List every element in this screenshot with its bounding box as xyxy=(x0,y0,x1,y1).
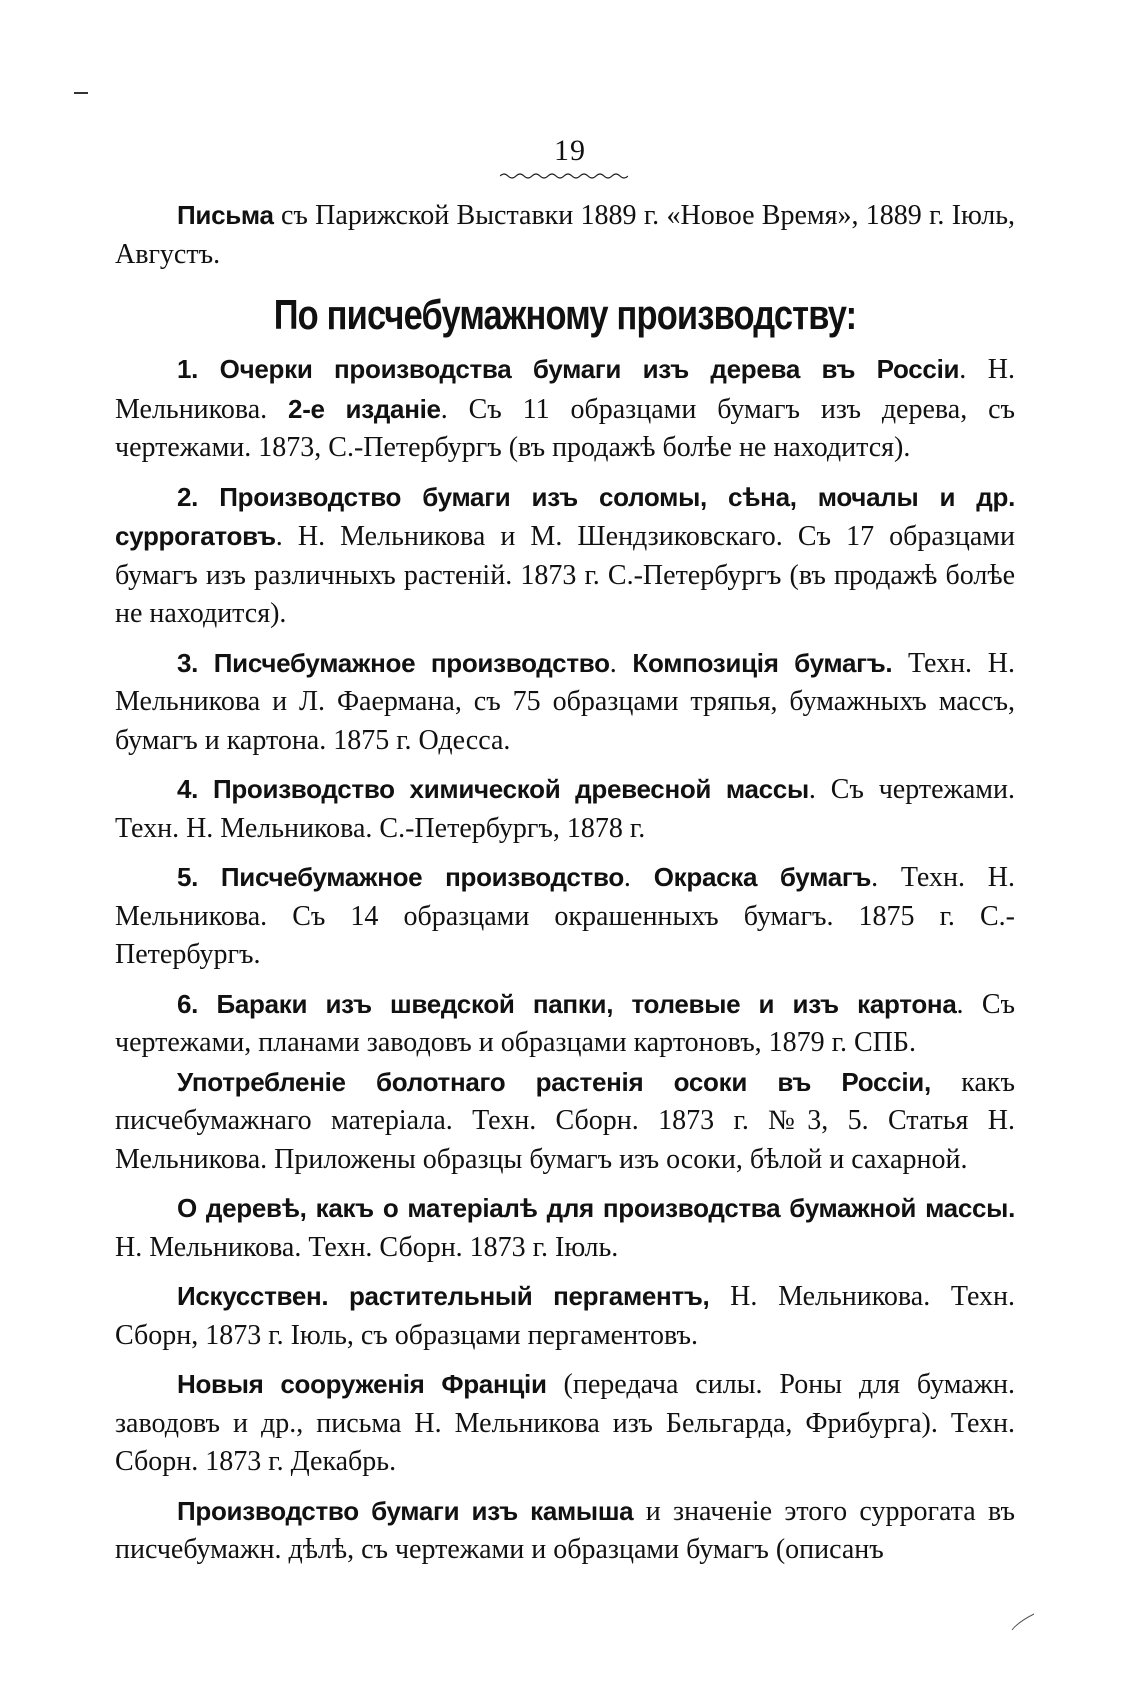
entry-text: Н. Мельникова. Техн. Сборн. 1873 г. Іюль. xyxy=(115,1231,619,1263)
entry-title: Очерки производства бумаги изъ дерева въ Россіи xyxy=(219,354,960,384)
entry-10 xyxy=(115,1365,1015,1482)
entry-2 xyxy=(115,478,1015,634)
page-number: 19 xyxy=(554,134,586,167)
entry-title: Производство бумаги изъ камыша xyxy=(177,1495,634,1526)
entry-number: 5. xyxy=(177,862,199,892)
entry-4 xyxy=(115,770,1015,848)
entry-title: Искусствен. растительный пергаментъ, xyxy=(177,1281,710,1311)
entry-text: какъ писчебумажнаго матеріала. Техн. Сборн. 1873 г. №3, 5. Статья Н. Мельникова. Приложены образцы бумагъ изъ осоки, бѣлой и сахарной. xyxy=(115,1066,1015,1175)
entry-subtitle: Окраска бумагъ xyxy=(653,862,872,892)
entry-title: Писчебумажное производство xyxy=(213,647,610,678)
entry-1 xyxy=(115,350,1015,468)
entry-text: Техн. Н. Мельникова и Л. Фаермана, съ 75 образцами тряпья, бумажныхъ массъ, бумагъ и картона. 1875 г. Одесса. xyxy=(115,647,1015,756)
entry-title: Бараки изъ шведской папки, толевые и изъ картона xyxy=(216,988,957,1019)
entry-subtitle: 2-е изданіе xyxy=(288,393,441,424)
intro-text: съ Парижской Выставки 1889 г. «Новое Время», 1889 г. Іюль, Августъ. xyxy=(115,200,1015,270)
entry-text: и значеніе этого суррогата въ писчебумажн. дѣлѣ, съ чертежами и образцами бумагъ (описанъ xyxy=(115,1495,1016,1565)
entry-text: . Н. Мельникова. xyxy=(115,354,1015,425)
entry-text: . xyxy=(609,647,633,679)
entry-text: (передача силы. Роны для бумажн. заводовъ и др., письма Н. Мельникова изъ Бельгарда, Фрибурга). Техн. Сборн. 1873 г. Декабрь. xyxy=(115,1369,1015,1477)
entry-number: 2. xyxy=(177,481,199,512)
entry-8 xyxy=(115,1189,1015,1267)
entry-text: . Съ 11 образцами бумагъ изъ дерева, съ чертежами. 1873, С.-Петербургъ (въ продажѣ болѣе не находится). xyxy=(115,393,1015,463)
entry-7 xyxy=(115,1063,1015,1180)
entry-5 xyxy=(115,858,1015,975)
entry-title: Писчебумажное производство xyxy=(220,862,624,892)
entry-text: . Техн. Н. Мельникова. Съ 14 образцами окрашенныхъ бумагъ. 1875 г. С.-Петербургъ. xyxy=(115,862,1015,970)
ornament-wavy-rule xyxy=(500,172,628,180)
entry-text: . Н. Мельникова и М. Шендзиковскаго. Съ 17 образцами бумагъ изъ различныхъ растеній. 1873 г. С.-Петербургъ (въ продажѣ болѣе не находится). xyxy=(115,521,1015,629)
entry-text: . Съ чертежами. Техн. Н. Мельникова. С.-Петербургъ, 1878 г. xyxy=(115,774,1016,844)
entry-number: 4. xyxy=(177,774,199,804)
entry-text: Н. Мельникова. Техн. Сборн, 1873 г. Іюль, съ образцами пергаментовъ. xyxy=(115,1281,1015,1351)
entry-6 xyxy=(115,985,1015,1063)
entry-title: Употребленіе болотнаго растенія осоки въ Россіи, xyxy=(177,1066,931,1097)
entry-11 xyxy=(115,1492,1015,1570)
entry-text: . Съ чертежами, планами заводовъ и образцами картоновъ, 1879 г. СПБ. xyxy=(115,988,1016,1058)
intro-bold: Письма xyxy=(177,200,274,230)
entry-number: 6. xyxy=(177,988,199,1019)
intro-paragraph xyxy=(115,196,1015,274)
entry-9 xyxy=(115,1277,1015,1355)
entry-number: 1. xyxy=(177,354,199,384)
entry-text: . xyxy=(623,862,654,893)
margin-mark xyxy=(74,92,88,94)
entry-number: 3. xyxy=(177,647,199,678)
entry-title: Производство химической древесной массы xyxy=(212,774,809,804)
entry-subtitle: Композиція бумагъ. xyxy=(632,647,893,678)
entry-title: Производство бумаги изъ соломы, сѣна, мочалы и др. суррогатовъ xyxy=(115,481,1016,551)
entry-title: О деревѣ, какъ о матеріалѣ для производства бумажной массы. xyxy=(177,1193,1015,1223)
entry-title: Новыя сооруженія Франціи xyxy=(177,1369,547,1399)
pencil-mark-icon xyxy=(1010,1610,1036,1632)
entry-3 xyxy=(115,644,1015,761)
text-column xyxy=(115,196,1015,1570)
section-heading: По писчебумажному производству: xyxy=(273,291,857,338)
